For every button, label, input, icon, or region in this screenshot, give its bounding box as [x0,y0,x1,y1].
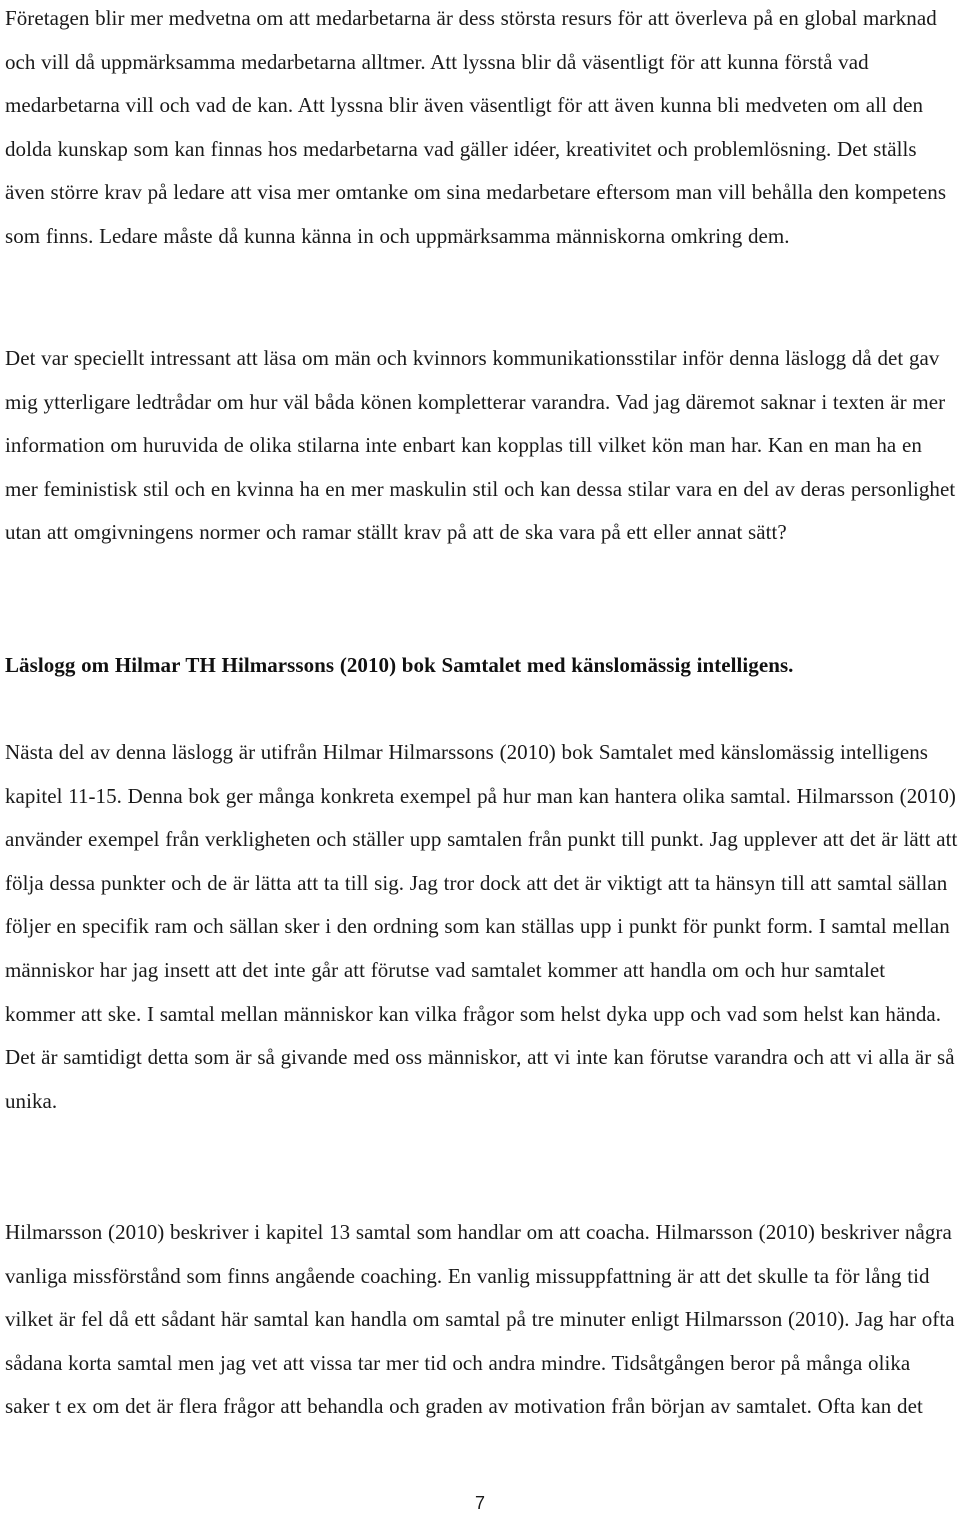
body-paragraph: Nästa del av denna läslogg är utifrån Hilmar Hilmarssons (2010) bok Samtalet med känslomässig intelligens kapitel 11-15. Denna bok ger många konkreta exempel på hur man kan hantera olika samtal. Hilmarsson (2010) använder exempel från verkligheten och ställer upp samtalen från punkt till punkt. Jag upplever att det är lätt att följa dessa punkter och de är lätta att ta till sig. Jag tror dock att det är viktigt att ta hänsyn till att samtal sällan följer en specifik ram och sällan sker i den ordning som kan ställas upp i punkt för punkt form. I samtal mellan människor har jag insett att det inte går att förutse vad samtalet kommer att handla om och hur samtalet kommer att ske. I samtal mellan människor kan vilka frågor som helst dyka upp och vad som helst kan hända. Det är samtidigt detta som är så givande med oss människor, att vi inte kan förutse varandra och att vi alla är så unika. [5,740,958,1113]
section-heading: Läslogg om Hilmar TH Hilmarssons (2010) bok Samtalet med känslomässig intelligens. [5,653,794,677]
body-paragraph: Hilmarsson (2010) beskriver i kapitel 13 samtal som handlar om att coacha. Hilmarsson (2010) beskriver några vanliga missförstånd som finns angående coaching. En vanlig missuppfattning är att det skulle ta för lång tid vilket är fel då ett sådant här samtal kan handla om samtal på tre minuter enligt Hilmarsson (2010). Jag har ofta sådana korta samtal men jag vet att vissa tar mer tid och andra mindre. Tidsåtgången beror på många olika saker t ex om det är flera frågor att behandla och graden av motivation från början av samtalet. Ofta kan det [5,1220,955,1419]
body-paragraph: Det var speciellt intressant att läsa om män och kvinnors kommunikationsstilar inför denna läslogg då det gav mig ytterligare ledtrådar om hur väl båda könen kompletterar varandra. Vad jag däremot saknar i texten är mer information om huruvida de olika stilarna inte enbart kan kopplas till vilket kön man har. Kan en man ha en mer feministisk stil och en kvinna ha en mer maskulin stil och kan dessa stilar vara en del av deras personlighet utan att omgivningens normer och ramar ställt krav på att de ska vara på ett eller annat sätt? [5,346,956,545]
page-number: 7 [474,1493,485,1513]
body-paragraph: Företagen blir mer medvetna om att medarbetarna är dess största resurs för att överleva på en global marknad och vill då uppmärksamma medarbetarna alltmer. Att lyssna blir då väsentligt för att kunna förstå vad medarbetarna vill och vad de kan. Att lyssna blir även väsentligt för att även kunna bli medveten om all den dolda kunskap som kan finnas hos medarbetarna vad gäller idéer, kreativitet och problemlösning. Det ställs även större krav på ledare att visa mer omtanke om sina medarbetare eftersom man vill behålla den kompetens som finns. Ledare måste då kunna känna in och uppmärksamma människorna omkring dem. [5,6,947,248]
